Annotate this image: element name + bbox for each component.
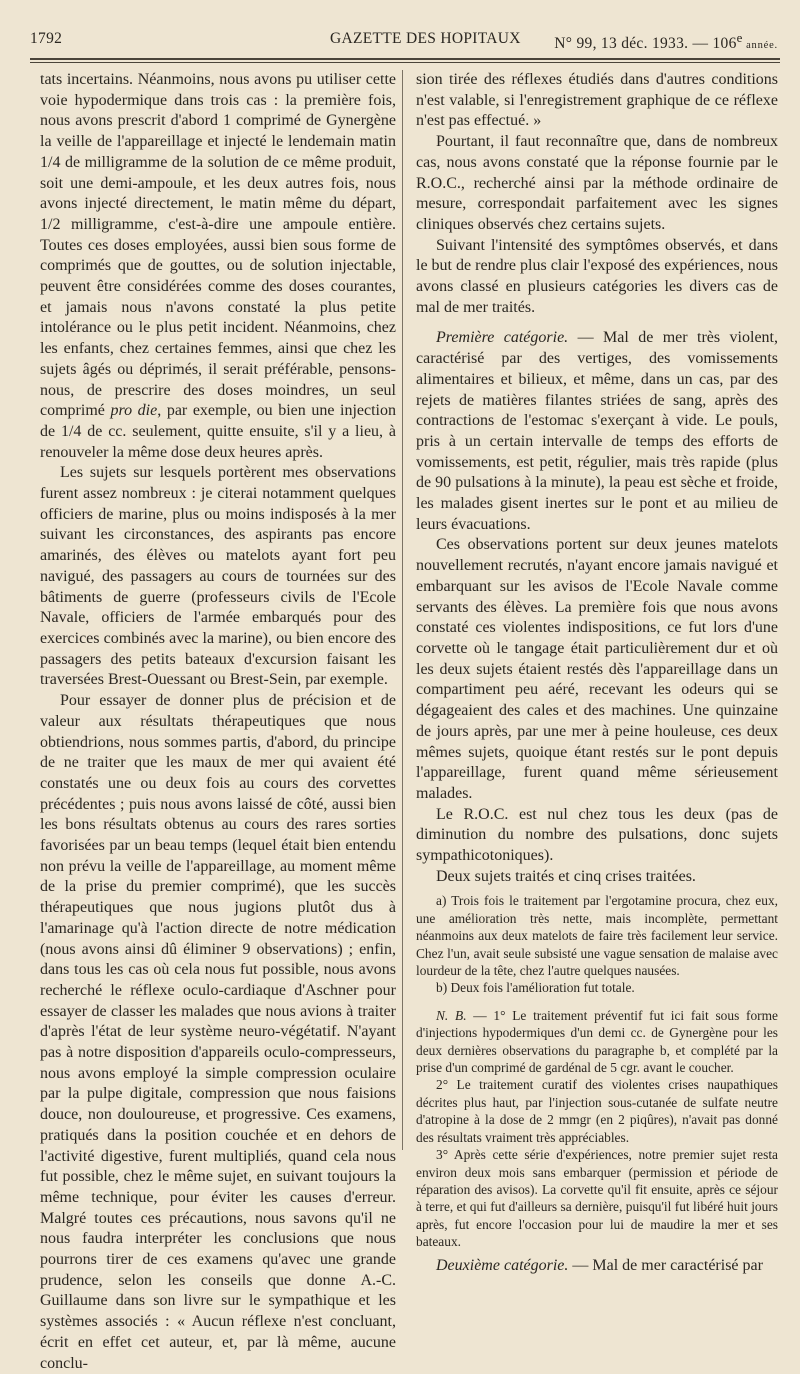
left-column [40,70,396,1372]
page-number: 1792 [30,30,63,47]
paragraph-text: tats incertains. Néanmoins, nous avons pu utiliser cette voie hypodermique dans trois cas : la première fois, nous avons prescrit d'abord 1 comprimé de Gynergène la veille de l'appareillage et injecté le lendemain matin 1/4 de milligramme de la solution de ce même produit, soit une demi-ampoule, et les deux autres fois, nous avons injecté directement, le matin même du départ, 1/2 milligramme, c'est-à-dire une ampoule entière. Toutes ces doses employées, aussi bien sous forme de comprimés que de gouttes, ou de solution injectable, peuvent être considérées comme des doses courantes, et jamais nous n'avons constaté la plus petite intolérance ou le plus petit incident. Néanmoins, chez les enfants, chez certaines femmes, ainsi que chez les sujets âgés ou déprimés, il serait préférable, pensons-nous, de prescrire des doses moindres, un seul comprimé [40,71,396,420]
paragraph-text: — Mal de mer très violent, caractérisé par des vertiges, des vomissements alimentaires et bilieux, et même, dans un cas, par des rejets de matières filantes striées de sang, après des contractions de l'estomac s'exerçant à vide. Le pouls, pris à un certain intervalle de temps des efforts de vomissements, est petit, régulier, mais très rapide (plus de 90 pulsations à la minute), la peau est sèche et froide, les malades gisent inertes sur le pont et au milieu de leurs évacuations. [416,329,778,533]
paragraph: Ces observations portent sur deux jeunes matelots nouvellement recrutés, n'ayant encore jamais navigué et embarquant sur les avisos de l'Ecole Navale comme servants des élèves. La première fois que nous avons constaté ces violentes indispositions, ce fut lors d'une corvette où le tangage était particulièrement dur et où les deux sujets étaient restés dès l'appareillage dans un compartiment peu aéré, recevant les odeurs qui se dégageaient des cales et des machines. Une quinzaine de jours après, par une mer à peine houleuse, ces deux mêmes sujets, quoique étant restés sur le pont depuis l'appareillage, furent quand même sérieusement malades. [416,536,778,802]
paragraph-text: — 1° Le traitement préventif fut ici fait sous forme d'injections hypodermiques d'un demi cc. de Gynergène pour les deux dernières observations du paragraphe b, et complété par la prise d'un comprimé de gardénal de 5 cgr. avant le coucher. [416,1007,778,1076]
paragraph: Pour essayer de donner plus de précision et de valeur aux résultats thérapeutiques que nous obtiendrions, nous sommes partis, d'abord, du principe de ne traiter que les maux de mer qui avaient été constatés une ou deux fois au cours des corvettes précédentes ; puis nous avons laissé de côté, aussi bien les bons résultats obtenus au cours des rares sorties favorisées par un beau temps (lequel était bien entendu non prévu la veille de l'appareillage, au moment même de la prise du premier comprimé), que les succès thérapeutiques que nous jugions plutôt dus à l'amarinage qu'à l'action directe de notre médication (nous avons ainsi dû éliminer 9 observations) ; enfin, dans tous les cas où cela nous fut possible, nous avons recherché le réflexe oculo-cardiaque d'Aschner pour essayer de classer les malades que nous avions à traiter d'après l'état de leur système neuro-végétatif. N'ayant pas à notre disposition d'appareils oculo-compresseurs, nous avons employé la simple compression oculaire par la pulpe digitale, compression que nous faisions douce, non douloureuse, et progressive. Ces examens, pratiqués dans la position couchée et en dehors de l'activité digestive, furent multipliés, quand cela nous fut possible, chez le même sujet, en suivant toujours la même technique, pour éviter les causes d'erreur. Malgré toutes ces précautions, nous savons qu'il ne nous faudra interpréter les conclusions que nous pourrons tirer de ces examens qu'avec une grande prudence, selon les conseils que donne A.-C. Guillaume dans son livre sur le sympathique et les systèmes associés : « Aucun réflexe n'est concluant, écrit en effet cet auteur, et, par là même, aucune conclu- [40,692,396,1372]
header-rule-thin [30,62,780,63]
paragraph: Les sujets sur lesquels portèrent mes observations furent assez nombreux : je citerai notamment quelques officiers de marine, plus ou moins indisposés à la mer suivant les circonstances, des aspirants pas encore amarinés, des élèves ou matelots ayant fort peu navigué, des passagers au cours de tournées sur des bâtiments de guerre (professeurs civils de l'Ecole Navale, officiers de l'armée embarqués pour des exercices combinés avec la marine), ou bien encore des passagers des petits bateaux d'excursion faisant les traversées Brest-Ouessant ou Brest-Sein, par exemple. [40,464,396,689]
emphasis: pro die [110,402,158,420]
paragraph: Suivant l'intensité des symptômes observés, et dans le but de rendre plus clair l'exposé des expériences, nous avons classé en plusieurs catégories les divers cas de mal de mer traités. [416,236,778,316]
paragraph: 3° Après cette série d'expériences, notre premier sujet resta environ deux mois sans embarquer (permission et période de réparation des avisos). La corvette qu'il fit ensuite, après ce séjour à terre, et qui fut d'ailleurs sa dernière, puisqu'il fut libéré huit jours après, fut encore l'occasion pour lui de maudire la mer et ses bateaux. [416,1147,778,1250]
issue-number: N° 99, 13 déc. 1933. — 106 [554,35,737,53]
issue-superscript: e [736,30,743,45]
paragraph [416,1007,778,1077]
page-header [30,30,778,52]
paragraph: Pourtant, il faut reconnaître que, dans de nombreux cas, nous avons constaté que la réponse fournie par le R.O.C., recherché ainsi par la méthode ordinaire de mesure, correspondait parfaitement avec les signes cliniques observés chez certains sujets. [416,133,778,233]
paragraph-text: — Mal de mer caractérisé par [568,1256,763,1274]
paragraph: b) Deux fois l'amélioration fut totale. [436,980,635,996]
column-divider [402,70,403,1150]
paragraph [416,328,778,535]
right-column [416,70,778,1274]
paragraph: 2° Le traitement curatif des violentes crises naupathiques décrites plus haut, par l'injection sous-cutanée de sulfate neutre d'atropine à la dose de 2 mmgr (en 2 piqûres), n'avait pas donné des résultats vraiment très appréciables. [416,1077,778,1145]
paragraph: Deux sujets traités et cinq crises traitées. [436,867,696,885]
paragraph: a) Trois fois le traitement par l'ergotamine procura, chez eux, une amélioration très nette, mais incomplète, permettant néanmoins aux deux matelots de faire très facilement leur service. Chez l'un, avait seule subsisté une vague sensation de malaise avec lourdeur de la tête, chez l'autre quelques nausées. [416,893,778,979]
issue-year-label: année. [742,40,778,52]
category-heading: Première catégorie. [436,329,569,347]
journal-title: GAZETTE DES HOPITAUX [330,30,521,47]
paragraph [416,1256,778,1277]
header-rule-thick [30,58,780,60]
paragraph-text: , par exemple, ou bien une injection de 1/4 de cc. seulement, quitte ensuite, s'il y a lieu, à renouveler la même dose deux heures après. [40,402,396,461]
issue-info [554,30,778,53]
paragraph: Le R.O.C. est nul chez tous les deux (pas de diminution du nombre des pulsations, donc sujets sympathicotoniques). [416,805,778,865]
paragraph [40,70,396,463]
paragraph: sion tirée des réflexes étudiés dans d'autres conditions n'est valable, si l'enregistrement graphique de ce réflexe n'est pas effectué. » [416,71,778,130]
note-label: N. B. [436,1007,467,1023]
category-heading: Deuxième catégorie. [436,1256,569,1274]
